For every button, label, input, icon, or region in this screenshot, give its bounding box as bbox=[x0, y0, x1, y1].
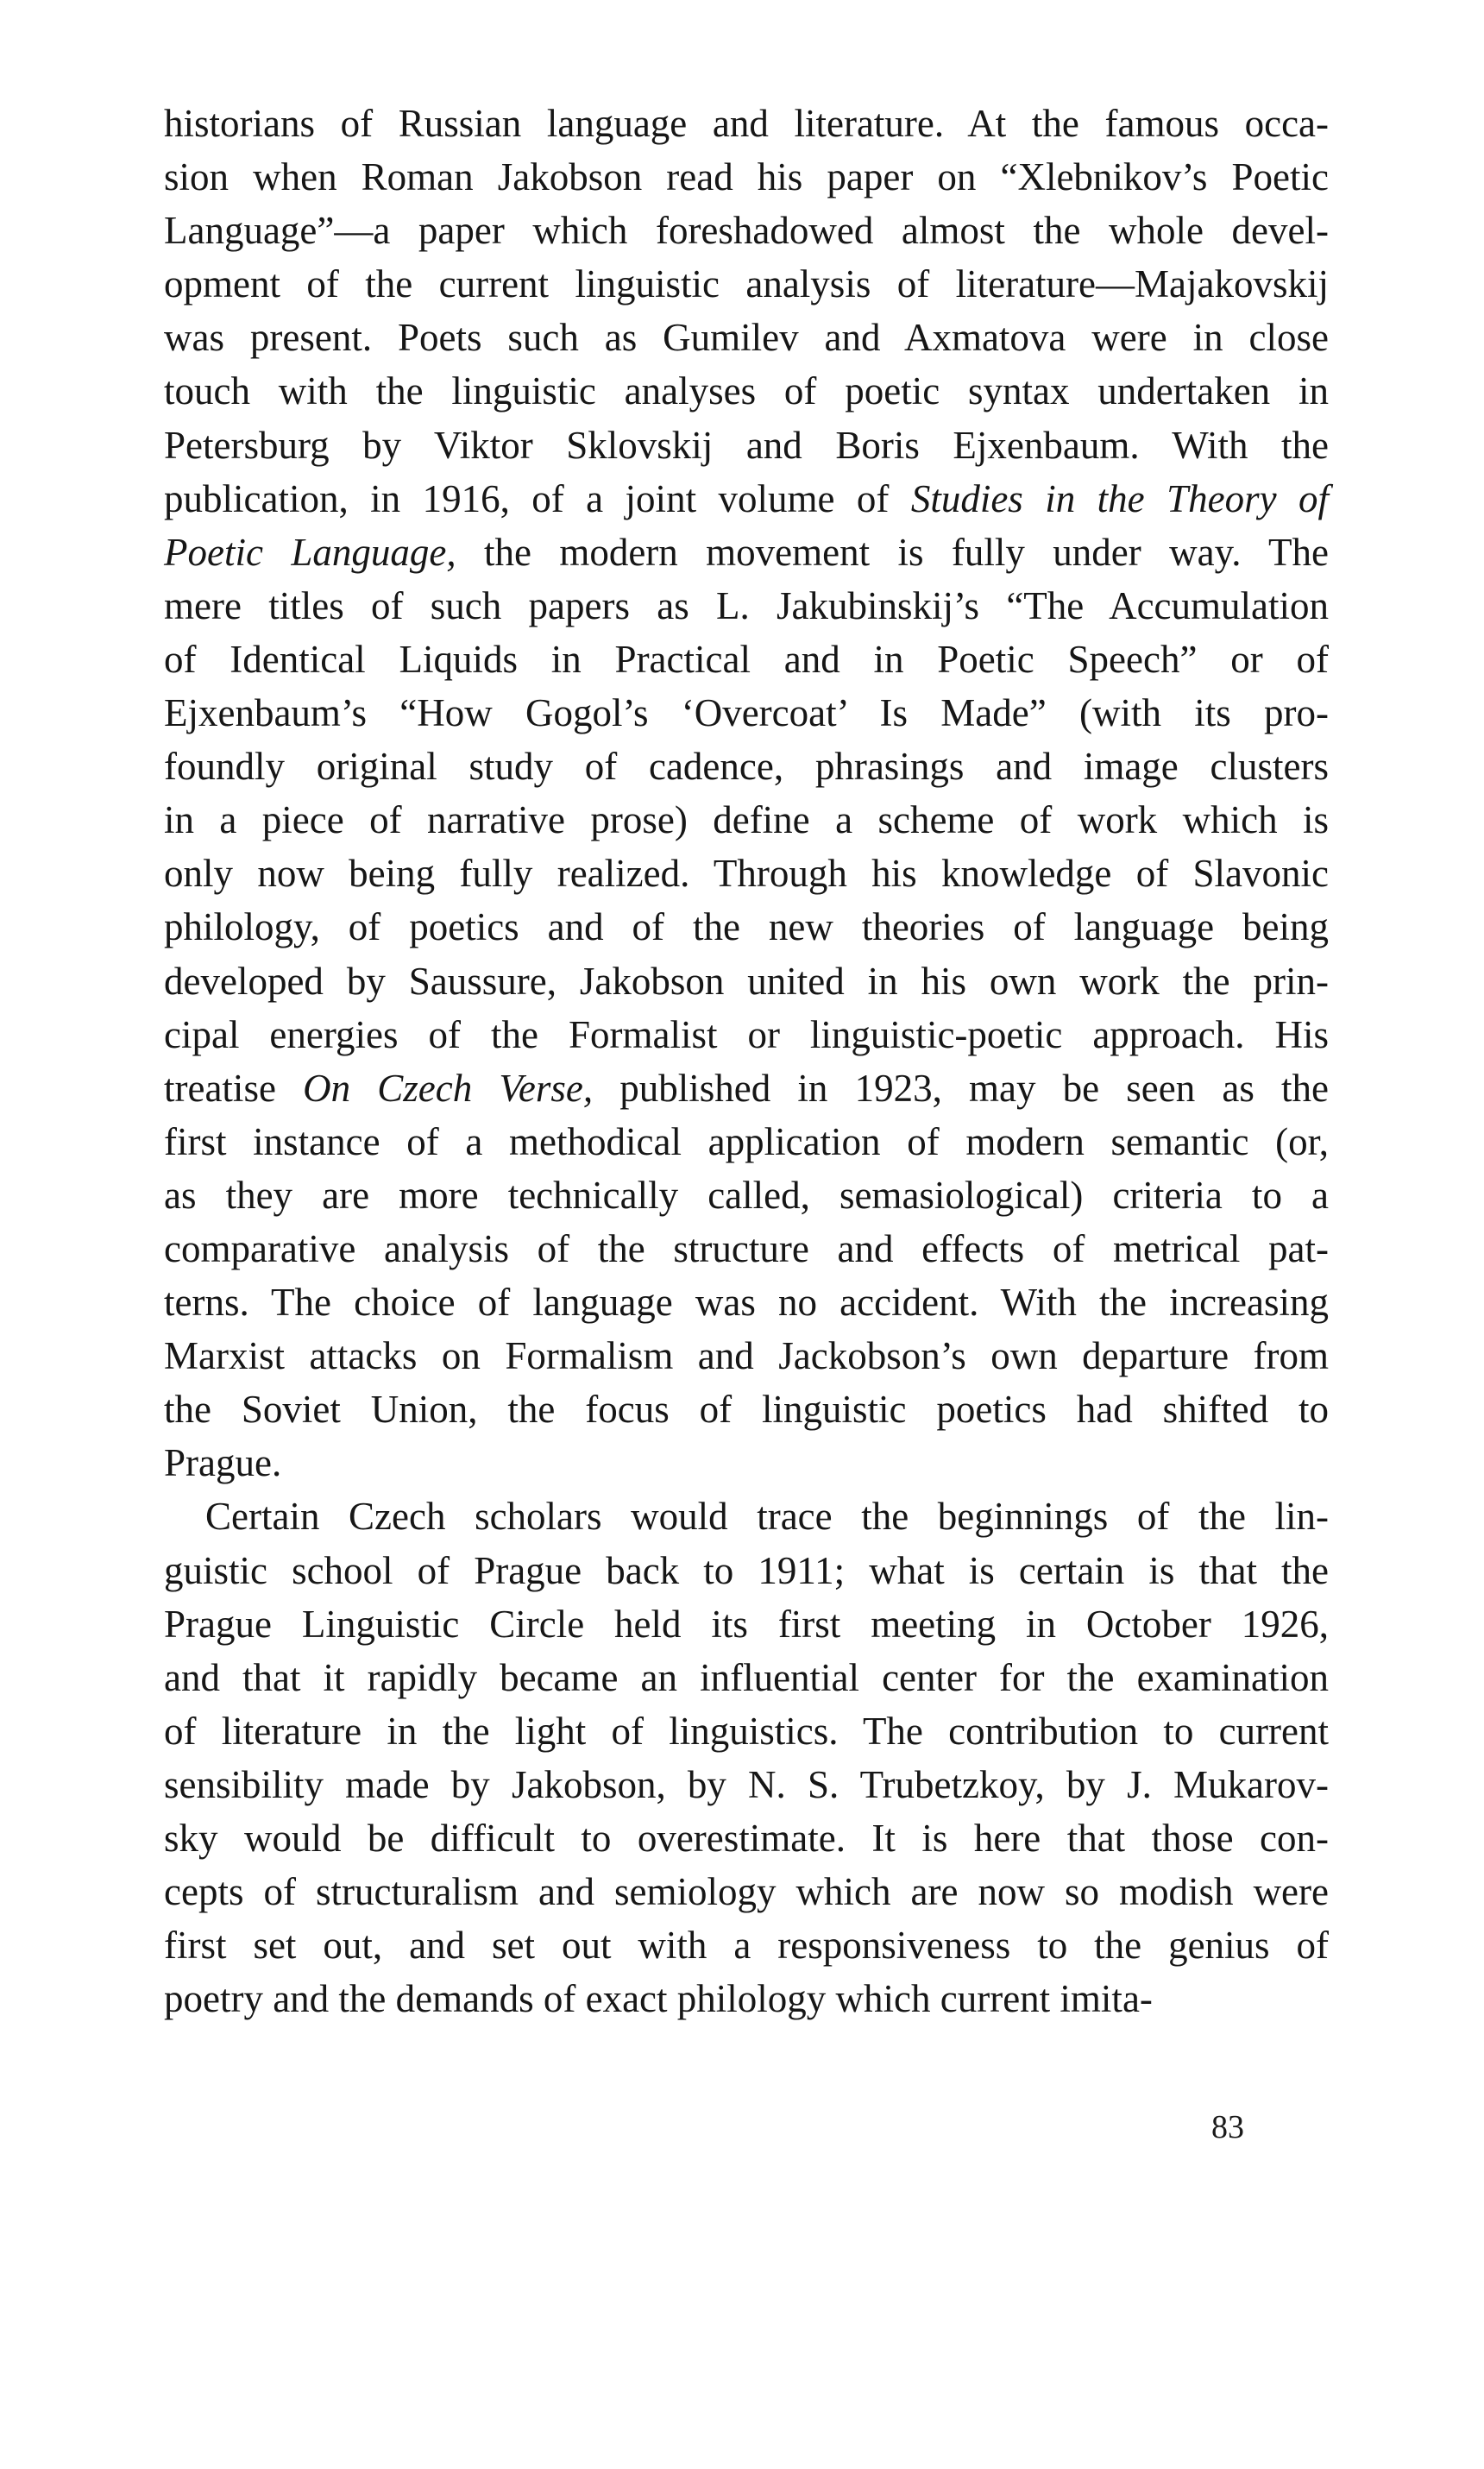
text-line: foundly original study of cadence, phrasings and image clusters bbox=[164, 745, 1329, 789]
text-line: touch with the linguistic analyses of poetic syntax undertaken in bbox=[164, 369, 1329, 413]
text-line: developed by Saussure, Jakobson united in his own work the prin- bbox=[164, 959, 1329, 1003]
text-line: opment of the current linguistic analysis of literature—Majakovskij bbox=[164, 262, 1329, 306]
italic-title: Studies in the Theory of bbox=[910, 476, 1329, 520]
text-line: cepts of structuralism and semiology which are now so modish were bbox=[164, 1870, 1329, 1914]
text-line: Prague. bbox=[164, 1441, 282, 1485]
text-line bbox=[164, 526, 1329, 579]
text-line: Petersburg by Viktor Sklovskij and Boris Ejxenbaum. With the bbox=[164, 423, 1329, 467]
text-run: publication, in 1916, of a joint volume of bbox=[164, 476, 911, 520]
italic-title: Poetic Language, bbox=[164, 530, 456, 574]
text-line: Prague Linguistic Circle held its first meeting in October 1926, bbox=[164, 1602, 1329, 1646]
text-line: sensibility made by Jakobson, by N. S. Trubetzkoy, by J. Mukarov- bbox=[164, 1762, 1329, 1806]
text-line: philology, of poetics and of the new theories of language being bbox=[164, 905, 1329, 949]
text-line: and that it rapidly became an influential center for the examination bbox=[164, 1655, 1329, 1699]
italic-title: On Czech Verse, bbox=[303, 1066, 594, 1110]
text-line: historians of Russian language and literature. At the famous occa- bbox=[164, 102, 1329, 145]
text-run: treatise bbox=[164, 1066, 304, 1110]
text-line: Language”—a paper which foreshadowed almost the whole devel- bbox=[164, 209, 1329, 253]
text-line: in a piece of narrative prose) define a scheme of work which is bbox=[164, 798, 1329, 842]
text-line: first set out, and set out with a responsiveness to the genius of bbox=[164, 1924, 1329, 1968]
text-line: sky would be difficult to overestimate. It is here that those con- bbox=[164, 1817, 1329, 1860]
text-run: published in 1923, may be seen as the bbox=[593, 1066, 1329, 1110]
text-line: of Identical Liquids in Practical and in Poetic Speech” or of bbox=[164, 637, 1329, 681]
text-line: first instance of a methodical application of modern semantic (or, bbox=[164, 1119, 1329, 1163]
paragraph bbox=[164, 1490, 1329, 2025]
text-line: guistic school of Prague back to 1911; what is certain is that the bbox=[164, 1548, 1329, 1592]
text-line: Marxist attacks on Formalism and Jackobson’s own departure from bbox=[164, 1334, 1329, 1378]
text-line: Certain Czech scholars would trace the beginnings of the lin- bbox=[205, 1495, 1329, 1539]
text-line: cipal energies of the Formalist or linguistic-poetic approach. His bbox=[164, 1012, 1329, 1056]
text-line: was present. Poets such as Gumilev and Axmatova were in close bbox=[164, 316, 1329, 360]
text-line: comparative analysis of the structure and effects of metrical pat- bbox=[164, 1226, 1329, 1270]
text-line: of literature in the light of linguistics. The contribution to current bbox=[164, 1709, 1329, 1753]
text-line: Ejxenbaum’s “How Gogol’s ‘Overcoat’ Is Made” (with its pro- bbox=[164, 691, 1329, 735]
text-line bbox=[164, 1061, 1329, 1115]
text-line: terns. The choice of language was no accident. With the increasing bbox=[164, 1281, 1329, 1325]
text-line bbox=[164, 472, 1329, 526]
text-line: mere titles of such papers as L. Jakubinskij’s “The Accumulation bbox=[164, 583, 1329, 627]
text-line: as they are more technically called, semasiological) criteria to a bbox=[164, 1173, 1329, 1217]
body-text bbox=[164, 97, 1329, 2025]
text-line: sion when Roman Jakobson read his paper on “Xlebnikov’s Poetic bbox=[164, 155, 1329, 199]
text-line: the Soviet Union, the focus of linguistic poetics had shifted to bbox=[164, 1388, 1329, 1432]
paragraph bbox=[164, 97, 1329, 1490]
page-number: 83 bbox=[1211, 2109, 1244, 2145]
text-line: poetry and the demands of exact philology which current imita- bbox=[164, 1977, 1153, 2021]
text-run: the modern movement is fully under way. The bbox=[456, 530, 1329, 574]
text-line: only now being fully realized. Through his knowledge of Slavonic bbox=[164, 852, 1329, 896]
